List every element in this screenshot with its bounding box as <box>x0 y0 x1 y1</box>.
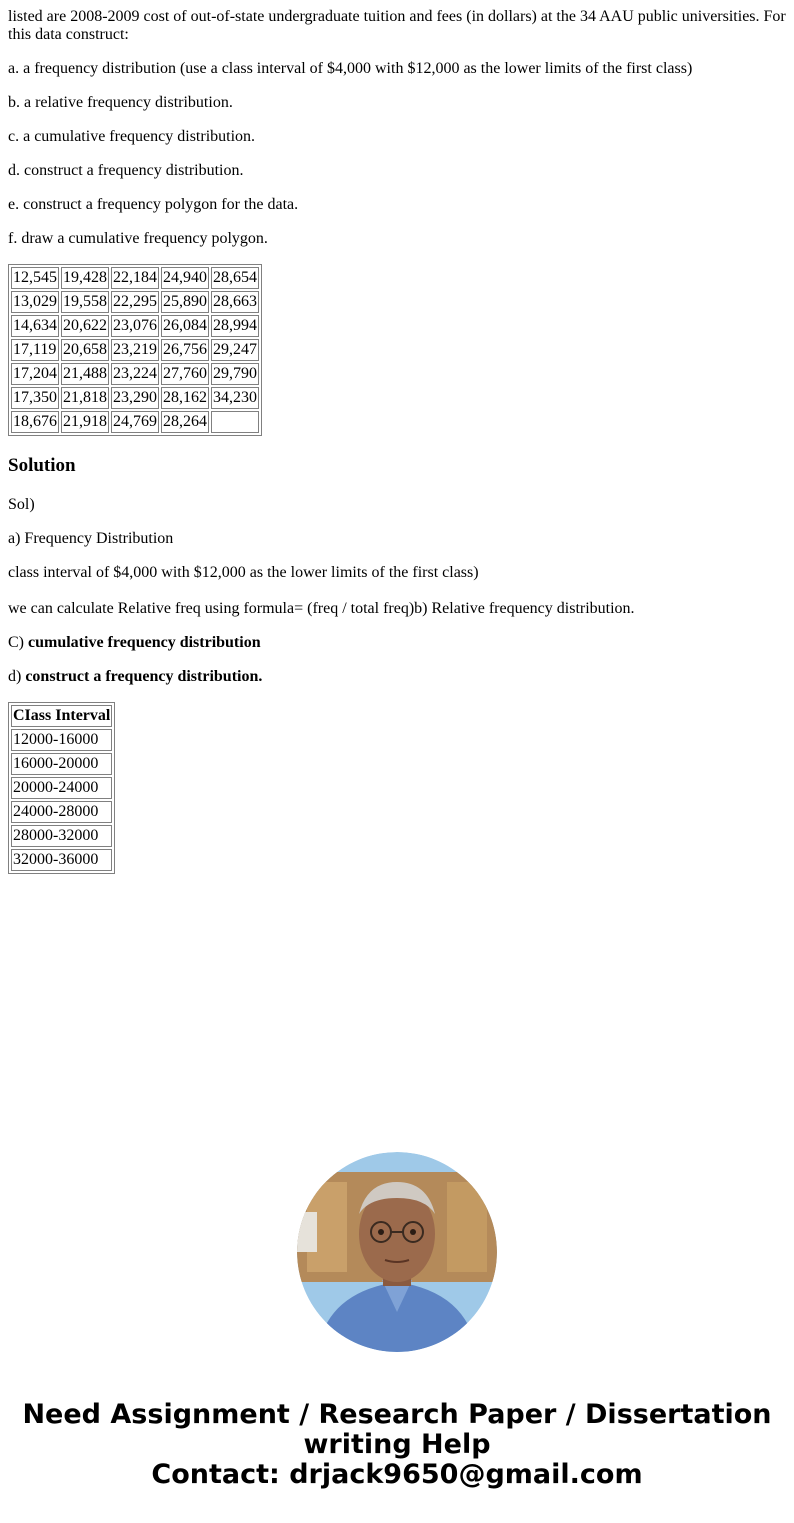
solution-part-a: a) Frequency Distribution <box>8 530 174 547</box>
table-cell: 24,769 <box>111 411 159 433</box>
part-d-prefix: d) <box>8 668 26 685</box>
help-banner <box>0 1400 794 1490</box>
table-cell: 27,760 <box>161 363 209 385</box>
solution-part-d <box>8 668 786 686</box>
sol-label: Sol) <box>8 496 35 513</box>
table-cell: 13,029 <box>11 291 59 313</box>
question-intro: listed are 2008-2009 cost of out-of-state undergraduate tuition and fees (in dollars) at the 34 AAU public universities. For this data construct: <box>8 8 786 43</box>
table-cell: 29,790 <box>211 363 259 385</box>
table-row <box>11 801 112 823</box>
table-cell: 24,940 <box>161 267 209 289</box>
table-cell: 23,290 <box>111 387 159 409</box>
relative-frequency-note: we can calculate Relative freq using formula= (freq / total freq)b) Relative frequency distribution. <box>8 600 635 617</box>
class-table-header-row <box>11 705 112 727</box>
class-interval-cell: 12000-16000 <box>11 729 112 751</box>
table-cell: 22,295 <box>111 291 159 313</box>
table-cell: 21,918 <box>61 411 109 433</box>
table-cell: 28,162 <box>161 387 209 409</box>
question-part-d: d. construct a frequency distribution. <box>8 162 244 179</box>
part-c-title: cumulative frequency distribution <box>28 634 261 651</box>
class-interval-note: class interval of $4,000 with $12,000 as the lower limits of the first class) <box>8 564 479 581</box>
table-cell: 23,076 <box>111 315 159 337</box>
table-cell: 25,890 <box>161 291 209 313</box>
class-interval-cell: 24000-28000 <box>11 801 112 823</box>
contact-email[interactable]: Contact: drjack9650@gmail.com <box>151 1459 643 1490</box>
author-avatar <box>297 1152 497 1352</box>
question-part-c: c. a cumulative frequency distribution. <box>8 128 256 145</box>
banner-line-2: writing Help <box>303 1429 491 1460</box>
solution-part-c <box>8 634 786 652</box>
table-cell <box>211 411 259 433</box>
table-row <box>11 777 112 799</box>
table-row <box>11 267 259 289</box>
class-interval-table <box>8 702 115 874</box>
table-row <box>11 825 112 847</box>
table-cell: 34,230 <box>211 387 259 409</box>
table-cell: 23,224 <box>111 363 159 385</box>
table-cell: 23,219 <box>111 339 159 361</box>
table-cell: 21,818 <box>61 387 109 409</box>
banner-line-1: Need Assignment / Research Paper / Dissertation <box>22 1399 772 1430</box>
table-cell: 29,247 <box>211 339 259 361</box>
table-cell: 22,184 <box>111 267 159 289</box>
table-cell: 19,558 <box>61 291 109 313</box>
class-interval-header: CIass Interval <box>11 705 112 727</box>
table-cell: 28,663 <box>211 291 259 313</box>
table-row <box>11 363 259 385</box>
part-d-title: construct a frequency distribution. <box>25 668 263 685</box>
table-cell: 28,264 <box>161 411 209 433</box>
table-cell: 17,119 <box>11 339 59 361</box>
part-c-prefix: C) <box>8 634 28 651</box>
table-cell: 12,545 <box>11 267 59 289</box>
solution-heading: Solution <box>8 455 76 476</box>
table-cell: 20,622 <box>61 315 109 337</box>
table-row <box>11 753 112 775</box>
table-cell: 20,658 <box>61 339 109 361</box>
table-cell: 28,654 <box>211 267 259 289</box>
table-row <box>11 849 112 871</box>
author-photo-icon <box>297 1152 497 1352</box>
table-row <box>11 729 112 751</box>
question-part-b: b. a relative frequency distribution. <box>8 94 233 111</box>
table-cell: 26,084 <box>161 315 209 337</box>
table-row <box>11 315 259 337</box>
table-cell: 21,488 <box>61 363 109 385</box>
question-part-e: e. construct a frequency polygon for the data. <box>8 196 299 213</box>
class-interval-cell: 32000-36000 <box>11 849 112 871</box>
question-part-f: f. draw a cumulative frequency polygon. <box>8 230 268 247</box>
table-cell: 17,350 <box>11 387 59 409</box>
table-cell: 26,756 <box>161 339 209 361</box>
table-row <box>11 339 259 361</box>
table-cell: 17,204 <box>11 363 59 385</box>
question-part-a: a. a frequency distribution (use a class interval of $4,000 with $12,000 as the lower limits of the first class) <box>8 60 693 77</box>
table-cell: 18,676 <box>11 411 59 433</box>
table-row <box>11 411 259 433</box>
table-cell: 19,428 <box>61 267 109 289</box>
table-row <box>11 291 259 313</box>
class-interval-cell: 28000-32000 <box>11 825 112 847</box>
tuition-data-table <box>8 264 262 436</box>
table-row <box>11 387 259 409</box>
table-cell: 28,994 <box>211 315 259 337</box>
table-cell: 14,634 <box>11 315 59 337</box>
class-interval-cell: 20000-24000 <box>11 777 112 799</box>
class-interval-cell: 16000-20000 <box>11 753 112 775</box>
